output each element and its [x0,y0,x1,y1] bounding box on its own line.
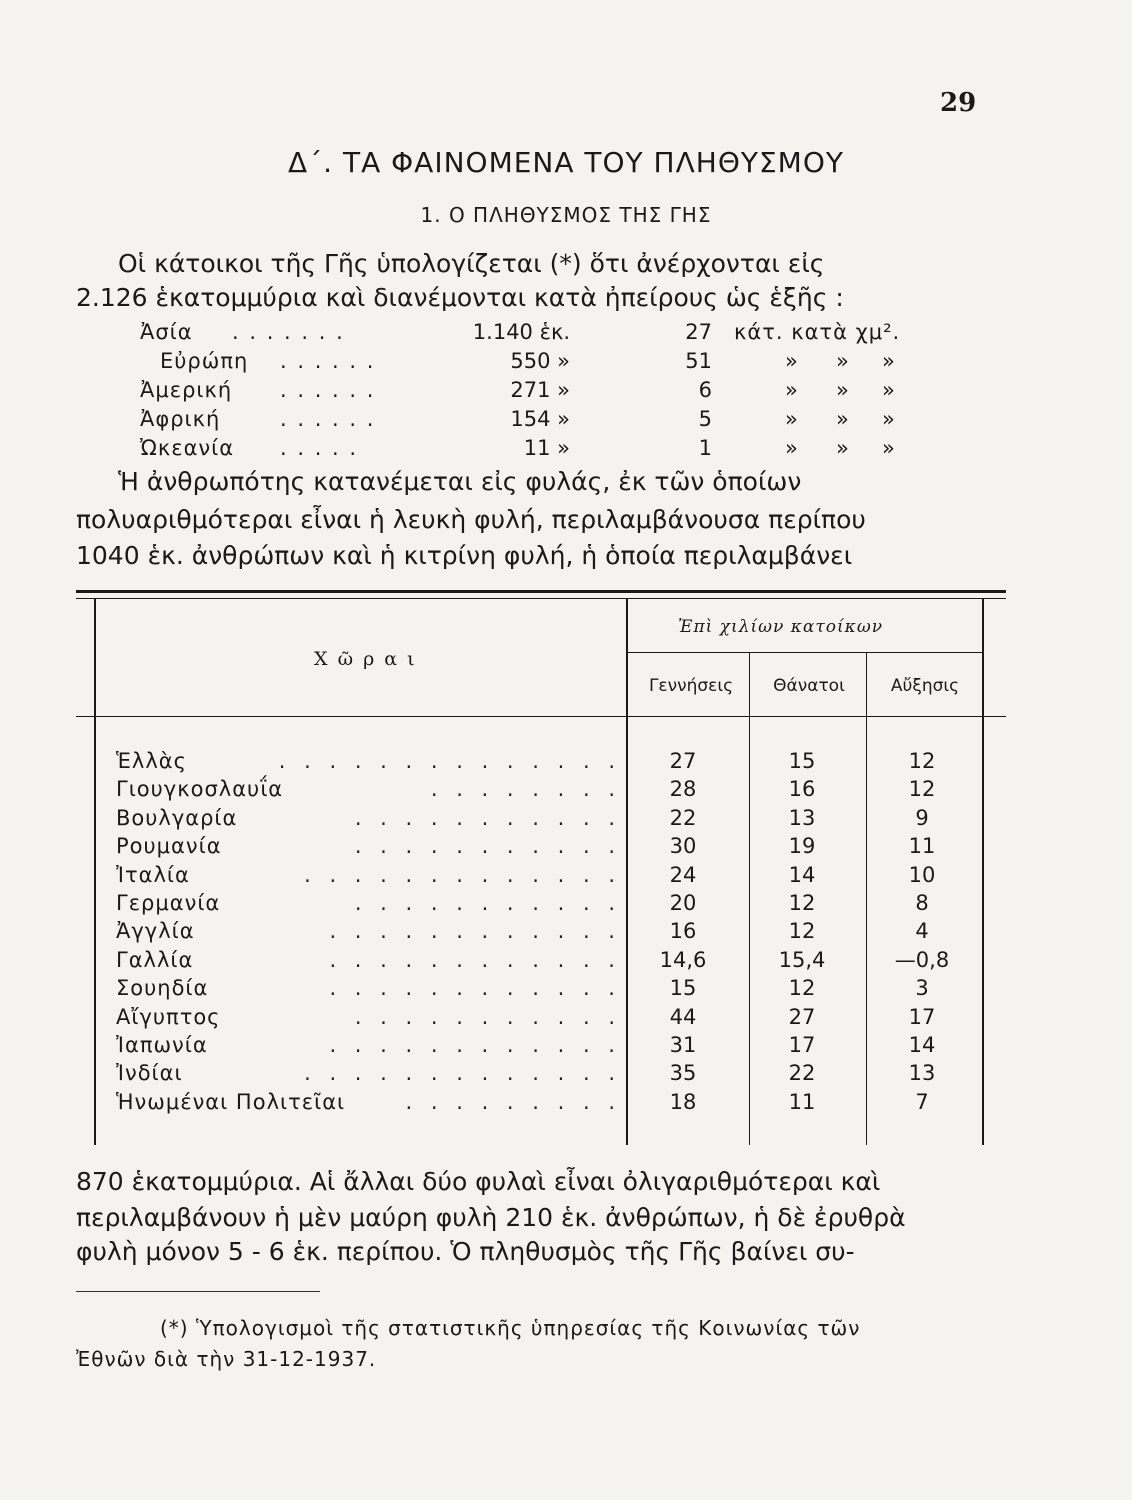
table-row [76,861,1006,889]
leader-dots: . . . . . . . . . . . . [329,947,621,972]
leader-dots: . . . . . . . . . . . [354,805,621,830]
births-value: 14,6 [659,947,707,972]
continent-density: 6 [698,378,712,402]
increase-value: 12 [908,749,936,773]
deaths-value: 13 [788,805,816,830]
continent-population: 550 » [510,349,570,373]
paragraph3-line-2: περιλαμβάνουν ἡ μὲν μαύρη φυλὴ 210 ἑκ. ἀνθρώπων, ἡ δὲ ἐρυθρὰ [76,1203,906,1232]
ditto-mark: » [836,407,849,431]
continent-row [0,405,1132,434]
footnote-line-1: (*) Ὑπολογισμοὶ τῆς στατιστικῆς ὑπηρεσίας τῆς Κοινωνίας τῶν [160,1316,861,1340]
country-name: Ἑλλὰς [116,749,187,773]
ditto-mark: » [785,349,798,373]
continent-population: 1.140 ἑκ. [472,320,570,344]
leader-dots: . . . . . . . . . . . . . . [278,749,621,773]
leader-dots: . . . . . . . . [430,777,621,802]
increase-value: 7 [915,1089,929,1114]
deaths-value: 14 [788,862,816,887]
table-row [76,1088,1006,1116]
ditto-mark: » [836,436,849,460]
ditto-mark: » [882,378,895,402]
table-row [76,974,1006,1002]
continent-dots: . . . . . . [280,378,376,402]
country-name: Ἡνωμέναι Πολιτεῖαι [116,1089,346,1114]
table-row [76,775,1006,803]
paragraph2-line-3: 1040 ἑκ. ἀνθρώπων καὶ ἡ κιτρίνη φυλή, ἡ ὁποία περιλαμβάνει [76,541,853,570]
col-header-increase: Αὔξησις [890,676,960,696]
continent-name: Ἀφρική [140,407,221,431]
page-number: 29 [940,88,977,118]
continent-density-unit: κάτ. κατὰ χμ². [734,320,901,344]
increase-value: 3 [915,976,929,1001]
increase-value: 9 [915,805,929,830]
leader-dots: . . . . . . . . . [405,1089,621,1114]
country-name: Σουηδία [116,976,209,1001]
continent-density: 5 [698,407,712,431]
deaths-value: 15 [788,749,816,773]
leader-dots: . . . . . . . . . . . [354,834,621,859]
births-value: 15 [669,976,697,1001]
table-row [76,804,1006,832]
deaths-value: 19 [788,834,816,859]
deaths-value: 17 [788,1033,816,1057]
country-name: Ρουμανία [116,834,222,859]
continent-population: 11 » [523,436,570,460]
paragraph2-line-1: Ἡ ἀνθρωπότης κατανέμεται εἰς φυλάς, ἐκ τῶν ὁποίων [118,467,802,496]
deaths-value: 22 [788,1061,816,1086]
leader-dots: . . . . . . . . . . . [354,891,621,915]
country-name: Γιουγκοσλαυΐα [116,777,284,802]
births-value: 22 [669,805,697,830]
increase-value: 12 [908,777,936,802]
increase-value: 13 [908,1061,936,1086]
continent-row [0,434,1132,463]
continent-row [0,376,1132,405]
continent-name: Ἀμερική [140,378,233,402]
increase-value: 10 [908,862,936,887]
increase-value: 4 [915,919,929,944]
continent-population: 154 » [510,407,570,431]
births-value: 44 [669,1004,697,1029]
increase-value: 17 [908,1004,936,1029]
col-header-deaths: Θάνατοι [773,676,845,696]
deaths-value: 16 [788,777,816,802]
section-title: 1. Ο ΠΛΗΘΥΣΜΟΣ ΤΗΣ ΓΗΣ [420,203,712,227]
ditto-mark: » [882,349,895,373]
continent-name: Εὐρώπη [160,349,249,373]
continent-density: 51 [685,349,712,373]
vital-statistics-table [76,590,1006,1150]
deaths-value: 27 [788,1004,816,1029]
paragraph3-line-1: 870 ἑκατομμύρια. Αἱ ἄλλαι δύο φυλαὶ εἶναι ὀλιγαριθμότεραι καὶ [76,1167,881,1196]
increase-value: 14 [908,1033,936,1057]
table-row [76,747,1006,775]
births-value: 35 [669,1061,697,1086]
ditto-mark: » [882,407,895,431]
leader-dots: . . . . . . . . . . . . [329,1033,621,1057]
leader-dots: . . . . . . . . . . . . [329,919,621,944]
births-value: 16 [669,919,697,944]
ditto-mark: » [836,349,849,373]
table-row [76,832,1006,860]
ditto-mark: » [882,436,895,460]
country-name: Ἰταλία [116,862,190,887]
table-row [76,889,1006,917]
col-header-group: Ἐπὶ χιλίων κατοίκων [678,617,884,637]
country-name: Αἴγυπτος [116,1004,221,1029]
table-row [76,917,1006,945]
ditto-mark: » [785,378,798,402]
header-bottom-rule [76,716,1006,717]
col-header-births: Γεννήσεις [648,676,734,696]
ditto-mark: » [785,436,798,460]
births-value: 28 [669,777,697,802]
deaths-value: 12 [788,891,816,915]
table-top-rule [76,590,1006,593]
continent-name: Ὠκεανία [140,436,235,460]
ditto-mark: » [785,407,798,431]
paragraph2-line-2: πολυαριθμότεραι εἶναι ἡ λευκὴ φυλή, περιλαμβάνουσα περίπου [76,505,866,534]
table-row [76,1031,1006,1059]
intro-line-1: Οἱ κάτοικοι τῆς Γῆς ὑπολογίζεται (*) ὅτι ἀνέρχονται εἰς [118,249,825,278]
continent-dots: . . . . . [280,436,359,460]
leader-dots: . . . . . . . . . . . . . [304,1061,621,1086]
increase-value: 8 [915,891,929,915]
country-name: Βουλγαρία [116,805,238,830]
increase-value: —0,8 [894,947,950,972]
group-header-rule [628,652,982,653]
deaths-value: 15,4 [778,947,826,972]
births-value: 27 [669,749,697,773]
deaths-value: 11 [788,1089,816,1114]
continent-dots: . . . . . . [280,407,376,431]
table-top-rule-thin [76,598,1006,599]
footnote-line-2: Ἐθνῶν διὰ τὴν 31-12-1937. [76,1347,377,1371]
continent-row [0,347,1132,376]
country-name: Γαλλία [116,947,194,972]
births-value: 18 [669,1089,697,1114]
table-row [76,1003,1006,1031]
footnote-rule [76,1291,320,1292]
births-value: 24 [669,862,697,887]
deaths-value: 12 [788,919,816,944]
continent-name: Ἀσία [140,320,193,344]
continent-row [0,318,1132,347]
country-name: Γερμανία [116,891,221,915]
leader-dots: . . . . . . . . . . . [354,1004,621,1029]
table-row [76,1059,1006,1087]
continent-dots: . . . . . . . [232,320,345,344]
births-value: 31 [669,1033,697,1057]
births-value: 20 [669,891,697,915]
country-name: Ἰνδίαι [116,1061,183,1086]
ditto-mark: » [836,378,849,402]
continent-dots: . . . . . . [280,349,376,373]
leader-dots: . . . . . . . . . . . . [329,976,621,1001]
deaths-value: 12 [788,976,816,1001]
country-name: Ἰαπωνία [116,1033,208,1057]
intro-line-2: 2.126 ἑκατομμύρια καὶ διανέμονται κατὰ ἠπείρους ὡς ἑξῆς : [76,283,844,312]
country-name: Ἀγγλία [116,919,195,944]
col-header-countries: Χ ῶ ρ α ι [314,648,417,670]
leader-dots: . . . . . . . . . . . . . [304,862,621,887]
increase-value: 11 [908,834,936,859]
chapter-title: Δ΄. ΤΑ ΦΑΙΝΟΜΕΝΑ ΤΟΥ ΠΛΗΘΥΣΜΟΥ [288,146,844,179]
paragraph3-line-3: φυλὴ μόνον 5 - 6 ἑκ. περίπου. Ὁ πληθυσμὸς τῆς Γῆς βαίνει συ- [76,1237,855,1266]
continent-population: 271 » [510,378,570,402]
continent-density: 1 [698,436,712,460]
continent-density: 27 [685,320,712,344]
births-value: 30 [669,834,697,859]
table-row [76,946,1006,974]
